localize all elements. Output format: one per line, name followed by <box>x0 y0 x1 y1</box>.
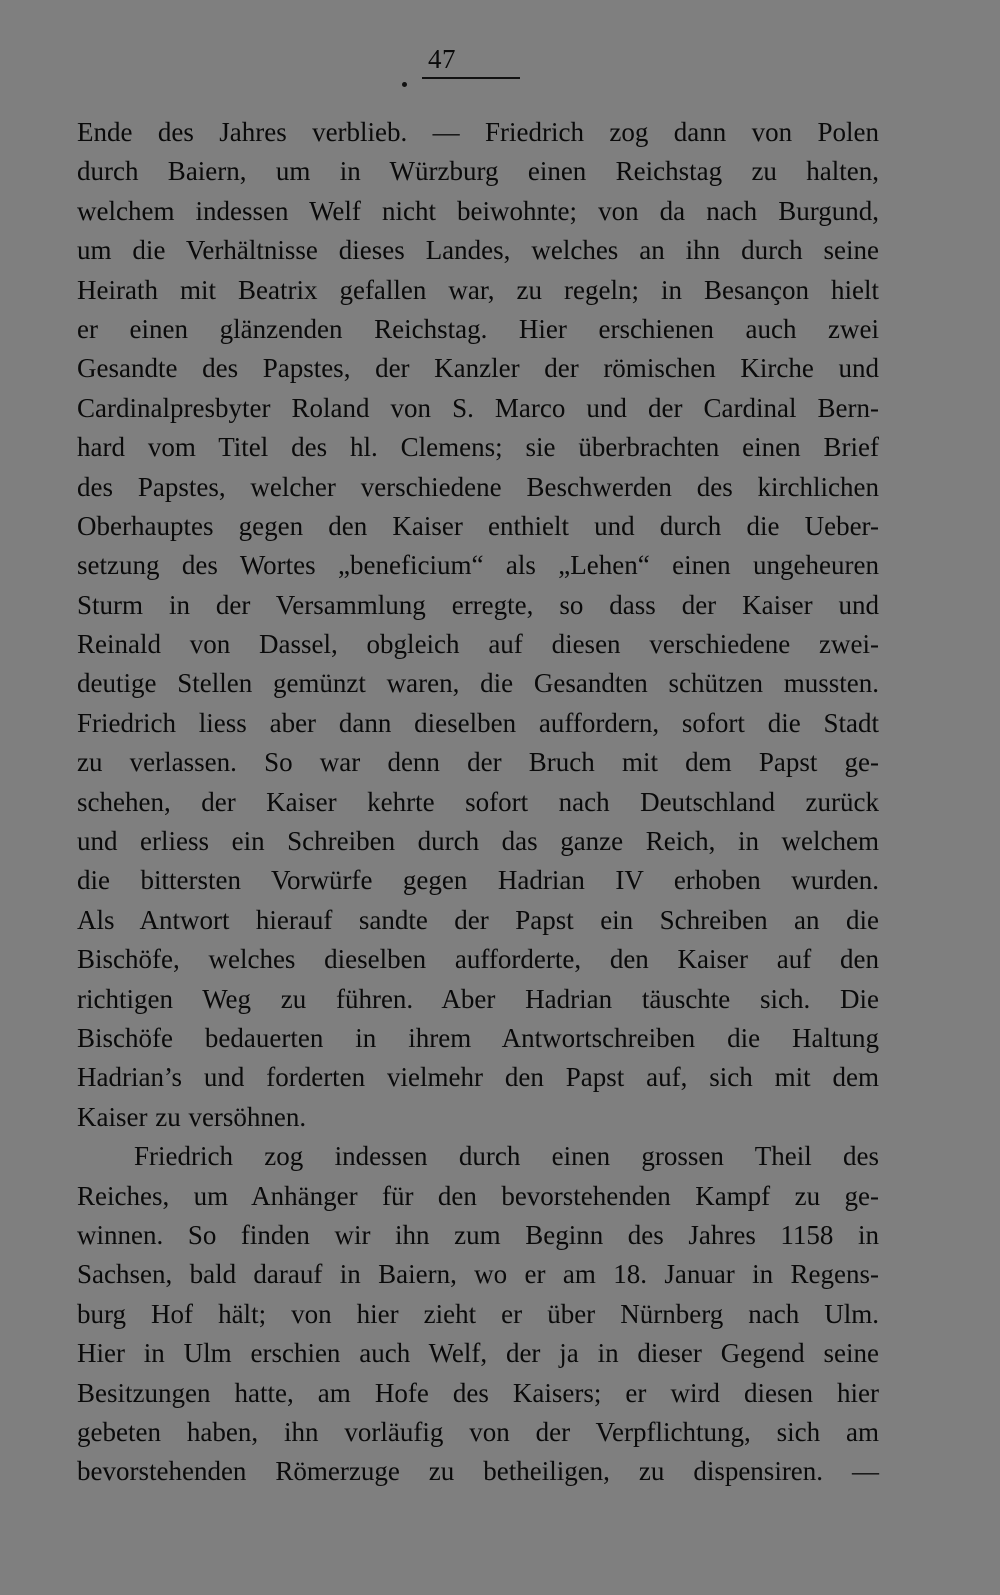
text-line: setzung des Wortes „beneficium“ als „Lehen“ einen ungeheuren <box>77 550 879 581</box>
text-line: um die Verhältnisse dieses Landes, welches an ihn durch seine <box>77 235 879 266</box>
text-line: Cardinalpresbyter Roland von S. Marco und der Cardinal Bern- <box>77 392 879 423</box>
text-line: bevorstehenden Römerzuge zu betheiligen, zu dispensiren. — <box>77 1456 879 1487</box>
text-line: Sturm in der Versammlung erregte, so dass der Kaiser und <box>77 589 879 620</box>
text-line: welchem indessen Welf nicht beiwohnte; von da nach Burgund, <box>77 195 879 226</box>
text-line: richtigen Weg zu führen. Aber Hadrian täuschte sich. Die <box>77 983 879 1014</box>
text-line: Gesandte des Papstes, der Kanzler der römischen Kirche und <box>77 353 879 384</box>
text-line: winnen. So finden wir ihn zum Beginn des Jahres 1158 in <box>77 1219 879 1250</box>
text-line: Sachsen, bald darauf in Baiern, wo er am 18. Januar in Regens- <box>77 1259 879 1290</box>
text-line: Hier in Ulm erschien auch Welf, der ja in dieser Gegend seine <box>77 1338 879 1369</box>
text-line: Reiches, um Anhänger für den bevorstehenden Kampf zu ge- <box>77 1180 879 1211</box>
text-line: hard vom Titel des hl. Clemens; sie überbrachten einen Brief <box>77 432 879 463</box>
text-line: Reinald von Dassel, obgleich auf diesen verschiedene zwei- <box>77 629 879 660</box>
text-line: Oberhauptes gegen den Kaiser enthielt und durch die Ueber- <box>77 510 879 541</box>
text-line: Heirath mit Beatrix gefallen war, zu regeln; in Besançon hielt <box>77 274 879 305</box>
text-line: Besitzungen hatte, am Hofe des Kaisers; er wird diesen hier <box>77 1377 879 1408</box>
paragraph-start-line: Friedrich zog indessen durch einen grossen Theil des <box>134 1141 879 1172</box>
text-line: und erliess ein Schreiben durch das ganze Reich, in welchem <box>77 826 879 857</box>
text-line: Friedrich liess aber dann dieselben auffordern, sofort die Stadt <box>77 707 879 738</box>
body-text <box>77 113 879 1492</box>
text-line: Hadrian’s und forderten vielmehr den Papst auf, sich mit dem <box>77 1062 879 1093</box>
page-header <box>400 44 520 86</box>
text-line: Bischöfe bedauerten in ihrem Antwortschreiben die Haltung <box>77 1022 879 1053</box>
text-line: zu verlassen. So war denn der Bruch mit dem Papst ge- <box>77 747 879 778</box>
text-line: schehen, der Kaiser kehrte sofort nach Deutschland zurück <box>77 786 879 817</box>
text-line: Als Antwort hierauf sandte der Papst ein Schreiben an die <box>77 904 879 935</box>
ink-speck <box>402 82 407 87</box>
text-line: gebeten haben, ihn vorläufig von der Verpflichtung, sich am <box>77 1416 879 1447</box>
paragraph-end-line: Kaiser zu versöhnen. <box>77 1101 307 1132</box>
text-line: durch Baiern, um in Würzburg einen Reichstag zu halten, <box>77 156 879 187</box>
header-rule <box>422 77 520 79</box>
text-line: die bittersten Vorwürfe gegen Hadrian IV erhoben wurden. <box>77 865 879 896</box>
text-line: des Papstes, welcher verschiedene Beschwerden des kirchlichen <box>77 471 879 502</box>
text-line: deutige Stellen gemünzt waren, die Gesandten schützen mussten. <box>77 668 879 699</box>
page-number: 47 <box>428 44 456 74</box>
text-line: er einen glänzenden Reichstag. Hier erschienen auch zwei <box>77 313 879 344</box>
text-line: Ende des Jahres verblieb. — Friedrich zog dann von Polen <box>77 117 879 147</box>
text-line: burg Hof hält; von hier zieht er über Nürnberg nach Ulm. <box>77 1298 879 1329</box>
text-line: Bischöfe, welches dieselben aufforderte, den Kaiser auf den <box>77 944 879 975</box>
